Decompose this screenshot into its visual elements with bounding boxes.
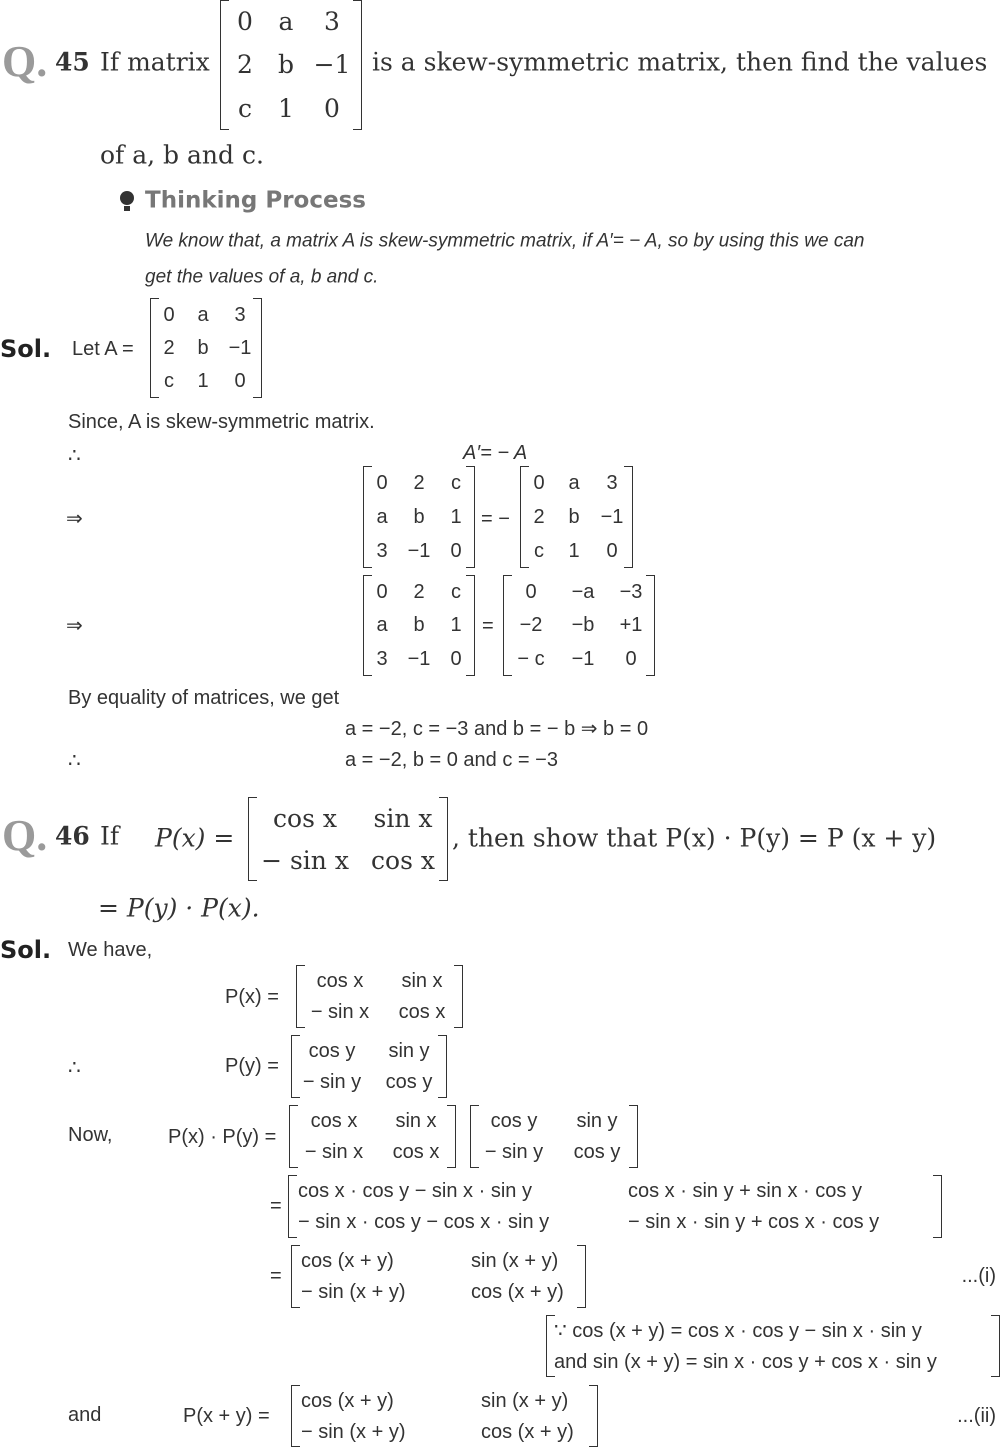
question-text-continued: of a, b and c. <box>100 140 264 170</box>
implies-symbol: ⇒ <box>66 615 83 637</box>
solution-text: Since, A is skew-symmetric matrix. <box>68 411 375 433</box>
question-text-continued: = P(y) · P(x). <box>98 893 260 923</box>
question-text: is a skew-symmetric matrix, then find the values <box>372 47 988 77</box>
question-number: 46 <box>55 821 90 851</box>
matrix-a <box>520 466 633 568</box>
operator: = <box>270 1265 282 1287</box>
transpose-matrix <box>363 466 475 568</box>
matrix-a <box>150 298 262 398</box>
matrix-cell: −2 <box>519 614 543 637</box>
operator: = <box>270 1195 282 1217</box>
matrix-cell: cos (x + y) <box>471 1281 564 1304</box>
matrix-cell: cos x · cos y − sin x · sin y <box>298 1179 532 1202</box>
question-text: If <box>100 821 120 851</box>
equation-reference: ...(ii) <box>957 1405 996 1427</box>
matrix-cell: − sin x <box>261 845 349 875</box>
matrix-cell: 3 <box>234 303 246 326</box>
question-text: P(x) = <box>155 823 235 853</box>
matrix-cell: 0 <box>525 580 537 603</box>
matrix-cell: 1 <box>450 506 462 528</box>
matrix-cell: −a <box>571 580 595 603</box>
matrix-cell: −b <box>571 614 595 637</box>
matrix-cell: 1 <box>568 540 580 562</box>
matrix-cell: a <box>278 7 294 37</box>
matrix-cell: and sin (x + y) = sin x · cos y + cos x · sin y <box>554 1350 937 1373</box>
matrix-cell: a <box>376 506 388 528</box>
question-marker: Q. <box>2 811 48 860</box>
matrix-cell: b <box>277 50 294 80</box>
matrix-cell: 0 <box>533 472 545 494</box>
matrix-cell: −3 <box>619 580 643 603</box>
matrix-cell: − sin y <box>484 1141 544 1164</box>
implies-symbol: ⇒ <box>66 508 83 530</box>
matrix-cell: − sin y <box>302 1071 362 1094</box>
matrix-cell: − sin x <box>310 1001 370 1024</box>
matrix-cell: +1 <box>619 614 643 637</box>
thinking-process-heading: Thinking Process <box>145 187 366 214</box>
matrix-cell: cos (x + y) <box>301 1249 394 1272</box>
negative-matrix <box>503 575 655 676</box>
matrix-cell: cos x <box>273 803 337 833</box>
matrix-cell: cos x <box>392 1141 440 1164</box>
matrix-cell: − c <box>517 648 545 671</box>
matrix-cell: − sin (x + y) <box>301 1420 406 1443</box>
thinking-process-text: get the values of a, b and c. <box>145 266 379 288</box>
therefore-symbol: ∴ <box>68 750 81 772</box>
matrix-cell: 0 <box>163 303 175 326</box>
matrix-cell: cos x · sin y + sin x · cos y <box>628 1179 862 1202</box>
matrix-cell: −1 <box>313 50 351 80</box>
equation-label: P(x) = <box>225 986 279 1008</box>
matrix-cell: sin y <box>576 1109 618 1132</box>
solution-label: Sol. <box>0 936 52 964</box>
matrix-cell: 1 <box>197 370 209 393</box>
solution-label: Sol. <box>0 335 52 363</box>
py-matrix <box>470 1105 638 1168</box>
matrix-cell: −1 <box>571 648 595 671</box>
matrix-cell: 0 <box>450 648 462 671</box>
equation-label: P(y) = <box>225 1055 279 1077</box>
matrix-cell: 0 <box>450 540 462 562</box>
matrix-cell: sin y <box>388 1039 430 1062</box>
answer: a = −2, b = 0 and c = −3 <box>345 749 558 771</box>
matrix-cell: 2 <box>237 50 253 80</box>
matrix-cell: sin (x + y) <box>481 1389 569 1412</box>
matrix-cell: c <box>237 93 252 123</box>
matrix-cell: 2 <box>533 506 545 528</box>
matrix-cell: cos x <box>310 1109 358 1132</box>
matrix-cell: cos y <box>308 1039 356 1062</box>
matrix-cell: 0 <box>625 648 637 671</box>
matrix-cell: 1 <box>278 93 294 123</box>
matrix-cell: c <box>451 472 461 494</box>
matrix-cell: − sin x <box>304 1141 364 1164</box>
matrix-cell: 3 <box>606 472 618 494</box>
operator: = <box>482 615 494 637</box>
px-matrix <box>296 965 463 1028</box>
operator: = − <box>481 508 510 530</box>
matrix-cell: 0 <box>234 370 246 393</box>
matrix-cell: b <box>413 506 425 528</box>
matrix-cell: −1 <box>407 540 431 562</box>
matrix-cell: −1 <box>600 506 624 528</box>
matrix-cell: − sin x · cos y − cos x · sin y <box>298 1211 550 1234</box>
matrix-cell: cos y <box>573 1141 621 1164</box>
solution-text: We have, <box>68 939 153 961</box>
equation-reference: ...(i) <box>961 1265 996 1287</box>
matrix-cell: sin x <box>395 1109 437 1132</box>
solution-text: By equality of matrices, we get <box>68 687 340 709</box>
matrix-cell: 2 <box>413 472 425 494</box>
matrix-cell: 0 <box>237 7 253 37</box>
matrix-cell: 3 <box>376 540 388 562</box>
matrix-cell: sin x <box>401 969 443 992</box>
question-matrix <box>220 0 362 130</box>
matrix-cell: −1 <box>407 648 431 671</box>
matrix-cell: cos x <box>371 845 435 875</box>
matrix-cell: sin (x + y) <box>471 1249 559 1272</box>
matrix-cell: a <box>197 303 209 326</box>
py-matrix <box>291 1035 447 1098</box>
pxy-matrix <box>291 1385 598 1447</box>
thinking-process-text: We know that, a matrix A is skew-symmetric matrix, if A′= − A, so by using this we can <box>145 230 865 252</box>
solution-text: and <box>68 1404 102 1426</box>
matrix-cell: cos (x + y) <box>301 1389 394 1412</box>
matrix-cell: 2 <box>413 580 425 603</box>
matrix-cell: − sin (x + y) <box>301 1281 406 1304</box>
matrix-cell: a <box>376 614 388 637</box>
equation: A′= − A <box>463 442 528 464</box>
product-matrix <box>288 1175 942 1238</box>
matrix-cell: c <box>164 370 174 393</box>
matrix-cell: cos x <box>398 1001 446 1024</box>
matrix-cell: sin x <box>373 803 433 833</box>
matrix-cell: 2 <box>163 336 175 359</box>
matrix-cell: a <box>568 472 580 494</box>
matrix-cell: 3 <box>376 648 388 671</box>
matrix-cell: cos (x + y) <box>481 1420 574 1443</box>
equation-label: P(x + y) = <box>183 1405 270 1427</box>
matrix-cell: ∵ cos (x + y) = cos x · cos y − sin x · sin y <box>554 1319 922 1342</box>
matrix-cell: − sin x · sin y + cos x · cos y <box>628 1211 880 1234</box>
solution-text: Now, <box>68 1124 113 1146</box>
equation: a = −2, c = −3 and b = − b ⇒ b = 0 <box>345 718 649 740</box>
matrix-cell: b <box>413 614 425 637</box>
therefore-symbol: ∴ <box>68 1057 81 1079</box>
matrix-cell: 0 <box>324 93 340 123</box>
px-matrix <box>289 1105 456 1168</box>
matrix-cell: 1 <box>450 614 462 637</box>
matrix-cell: 0 <box>606 540 618 562</box>
transpose-matrix <box>363 575 475 676</box>
matrix-cell: c <box>534 540 544 562</box>
identity-bracket <box>546 1315 1000 1377</box>
matrix-cell: 0 <box>376 580 388 603</box>
question-marker: Q. <box>2 37 48 86</box>
question-text: If matrix <box>100 47 210 77</box>
solution-text: Let A = <box>72 338 134 360</box>
matrix-cell: cos y <box>490 1109 538 1132</box>
matrix-cell: 0 <box>376 472 388 494</box>
matrix-cell: 3 <box>324 7 340 37</box>
result-matrix <box>291 1245 586 1308</box>
therefore-symbol: ∴ <box>68 445 81 467</box>
matrix-cell: cos y <box>385 1071 433 1094</box>
lightbulb-icon <box>120 191 134 205</box>
matrix-cell: b <box>568 506 580 528</box>
matrix-cell: cos x <box>316 969 364 992</box>
matrix-cell: −1 <box>228 336 252 359</box>
question-text: , then show that P(x) · P(y) = P (x + y) <box>452 823 937 853</box>
equation-label: P(x) · P(y) = <box>168 1126 277 1148</box>
matrix-cell: c <box>451 580 461 603</box>
question-number: 45 <box>55 47 90 77</box>
question-matrix <box>248 797 448 881</box>
matrix-cell: b <box>197 336 209 359</box>
